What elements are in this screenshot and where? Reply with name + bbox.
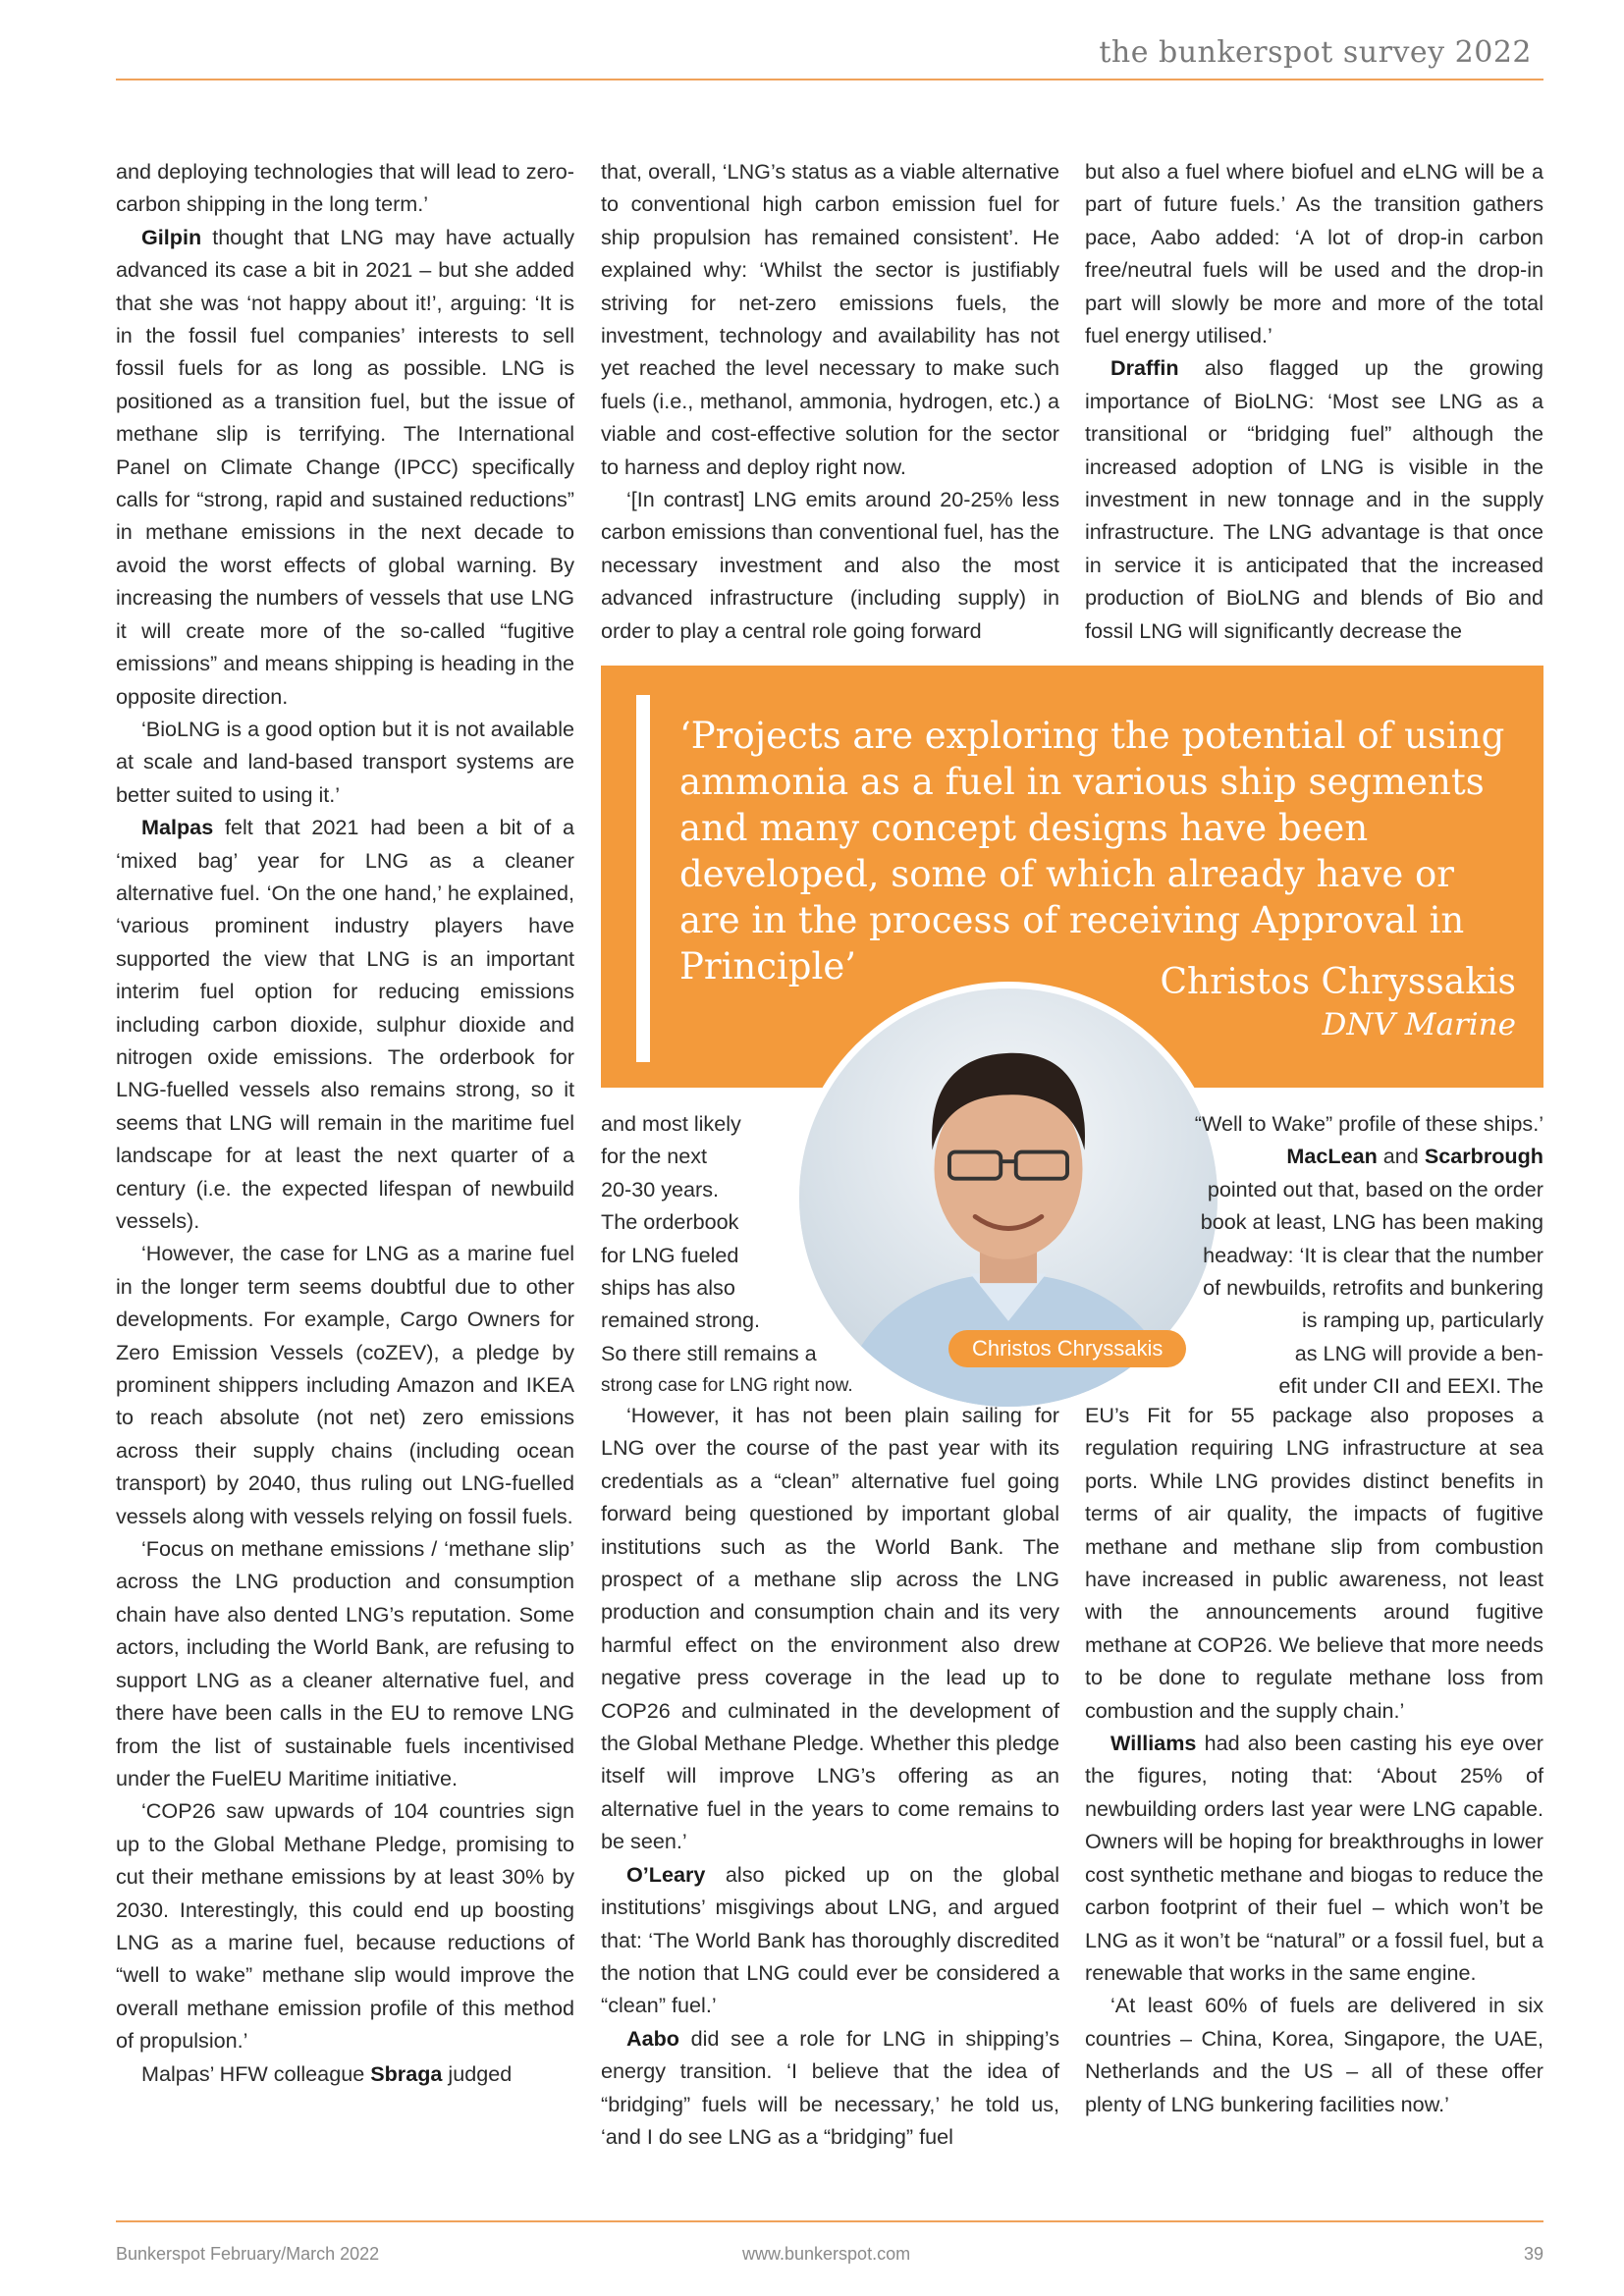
speaker-name: Malpas xyxy=(141,815,214,840)
paragraph: ‘However, it has not been plain sailing for LNG over the course of the past year with its credentials as a “clean” alternative fuel going forward being questioned by important global institutions such as the World Bank. The prospect of a methane slip across the LNG production and consumption chain and its very harmful effect on the environment also drew negative press coverage in the lead up to COP26 and culminated in the development of the Global Methane Pledge. Whether this pledge itself will improve LNG’s offering as an alternative fuel in the years to come remains to be seen.’ xyxy=(601,1403,1059,1854)
speaker-name: Scarbrough xyxy=(1424,1144,1543,1169)
paragraph: Williams had also been casting his eye over the figures, noting that: ‘About 25% of newbuilding orders last year were LNG capable. Owners will be hoping for breakthroughs in lower cost synthetic methane and biogas to reduce the carbon footprint of their fuel – which won’t be LNG as it won’t be “natural” or a fossil fuel, but a renewable that works in the same engine. xyxy=(1085,1731,1543,1985)
quote-bar xyxy=(636,695,650,1062)
text-line: ships has also xyxy=(601,1275,735,1301)
text-line: MacLean and Scarbrough xyxy=(1286,1144,1543,1169)
column-2-top xyxy=(601,155,1059,646)
text-line: efit under CII and EEXI. The xyxy=(1278,1373,1543,1399)
paragraph: Malpas’ HFW colleague Sbraga judged xyxy=(141,2060,513,2086)
pull-quote-organization: DNV Marine xyxy=(1322,1007,1516,1042)
text-line: is ramping up, particularly xyxy=(1301,1308,1543,1333)
speaker-name: O’Leary xyxy=(626,1861,706,1887)
pull-quote-author: Christos Chryssakis xyxy=(1160,962,1516,1002)
speaker-name: Gilpin xyxy=(141,224,202,249)
text-line: The orderbook xyxy=(601,1209,739,1235)
text-line: strong case for LNG right now. xyxy=(601,1375,853,1397)
text-line: 20-30 years. xyxy=(601,1176,720,1201)
paragraph: ‘At least 60% of fuels are delivered in six countries – China, Korea, Singapore, the UAE, Netherlands and the US – all of these offer plenty of LNG bunkering facilities now.’ xyxy=(1085,1993,1543,2116)
paragraph: ‘[In contrast] LNG emits around 20-25% less carbon emissions than conventional fuel, has the necessary investment and also the most advanced infrastructure (including supply) in order to play a central role going forward xyxy=(601,487,1059,643)
speaker-name: Draffin xyxy=(1110,355,1179,381)
footer-rule xyxy=(116,2220,1543,2222)
footer-publication: Bunkerspot February/March 2022 xyxy=(116,2244,380,2264)
paragraph: EU’s Fit for 55 package also proposes a regulation requiring LNG infrastructure at sea ports. While LNG provides distinct benefits in terms of air quality, the impacts of fugitive methane and methane slip from combustion have increased in public awareness, not least with the announcements around fugitive methane at COP26. We believe that more needs to be done to regulate methane loss from combustion and the supply chain.’ xyxy=(1085,1403,1543,1723)
column-3-bottom xyxy=(1085,1399,1543,2145)
text-line: “Well to Wake” profile of these ships.’ xyxy=(1194,1111,1543,1136)
page-number: 39 xyxy=(1523,2244,1543,2264)
speaker-name: Williams xyxy=(1110,1731,1197,1756)
paragraph: Gilpin thought that LNG may have actually advanced its case a bit in 2021 – but she added that she was ‘not happy about it!’, arguing: ‘It is in the fossil fuel companies’ interests to sell fossil fuels for as long as possible. LNG is positioned as a transition fuel, but the issue of methane slip is terrifying. The International Panel on Climate Change (IPCC) specifically calls for “strong, rapid and sustained reductions” in methane emissions in the next decade to avoid the worst effects of global warning. By increasing the numbers of vessels that use LNG it will create more of the so-called “fugitive emissions” and means shipping is heading in the opposite direction. xyxy=(116,224,574,709)
speaker-name: Aabo xyxy=(626,2025,679,2051)
pull-quote-text: ‘Projects are exploring the potential of using ammonia as a fuel in various ship segments and many concept designs have been developed, some of which already have or are in the process of receiving Approval in Principle’ xyxy=(679,715,1505,988)
paragraph: that, overall, ‘LNG’s status as a viable alternative to conventional high carbon emission fuel for ship propulsion has remained consistent’. He explained why: ‘Whilst the sector is justifiably striving for net-zero emissions fuels, the investment, technology and availability has not yet reached the level necessary to make such fuels (i.e., methanol, ammonia, hydrogen, etc.) a viable and cost-effective solution for the sector to harness and deploy right now. xyxy=(601,159,1059,479)
text-line: headway: ‘It is clear that the number xyxy=(1203,1242,1543,1267)
text-line: as LNG will provide a ben- xyxy=(1294,1340,1543,1365)
column-1 xyxy=(116,155,574,2138)
paragraph: ‘Focus on methane emissions / ‘methane slip’ across the LNG production and consumption chain have also dented LNG’s reputation. Some actors, including the World Bank, are refusing to support LNG as a cleaner alternative fuel, and there have been calls in the EU to remove LNG from the list of sustainable fuels incentivised under the FuelEU Maritime initiative. xyxy=(116,1536,574,1790)
text-line: for LNG fueled xyxy=(601,1242,739,1267)
footer-website: www.bunkerspot.com xyxy=(742,2244,911,2264)
text-line: of newbuilds, retrofits and bunkering xyxy=(1203,1275,1543,1301)
wrap-text-right xyxy=(1129,1107,1543,1403)
text-line: and most likely xyxy=(601,1111,741,1136)
paragraph: ‘However, the case for LNG as a marine fuel in the longer term seems doubtful due to other developments. For example, Cargo Owners for Zero Emission Vessels (coZEV), a pledge by prominent shippers including Amazon and IKEA to reach absolute (not net) zero emissions across their supply chains (including ocean transport) by 2040, thus ruling out LNG-fuelled vessels along with vessels relying on fossil fuels. xyxy=(116,1241,574,1528)
text-line: remained strong. xyxy=(601,1308,761,1333)
paragraph: ‘BioLNG is a good option but it is not available at scale and land-based transport systems are better suited to using it.’ xyxy=(116,716,574,807)
paragraph: but also a fuel where biofuel and eLNG will be a part of future fuels.’ As the transition gathers pace, Aabo added: ‘A lot of drop-in carbon free/neutral fuels will be used and the drop-in part will slowly be more and more of the total fuel energy utilised.’ xyxy=(1085,159,1543,348)
speaker-name: MacLean xyxy=(1286,1144,1378,1169)
paragraph: and deploying technologies that will lead to zero-carbon shipping in the long term.’ xyxy=(116,159,574,217)
column-2-bottom xyxy=(601,1399,1059,2149)
paragraph: Malpas felt that 2021 had been a bit of a ‘mixed bag’ year for LNG as a cleaner alternative fuel. ‘On the one hand,’ he explained, ‘various prominent industry players have supported the view that LNG is an important interim fuel option for reducing emissions including carbon dioxide, sulphur dioxide and nitrogen oxide emissions. The orderbook for LNG-fuelled vessels also remains strong, so it seems that LNG will remain in the maritime fuel landscape for at least the next quarter of a century (i.e. the expected lifespan of newbuild vessels). xyxy=(116,815,574,1233)
column-3-top xyxy=(1085,155,1543,646)
paragraph: Draffin also flagged up the growing importance of BioLNG: ‘Most see LNG as a transitional or “bridging fuel” although the increased adoption of LNG is visible in the investment in new tonnage and in the supply infrastructure. The LNG advantage is that once in service it is anticipated that the increased production of BioLNG and blends of Bio and fossil LNG will significantly decrease the xyxy=(1085,355,1543,643)
text-line: for the next xyxy=(601,1144,708,1169)
photo-caption: Christos Chryssakis xyxy=(948,1330,1186,1367)
paragraph: O’Leary also picked up on the global institutions’ misgivings about LNG, and argued that: ‘The World Bank has thoroughly discredited the notion that LNG could ever be considered a “clean” fuel.’ xyxy=(601,1861,1059,2018)
paragraph: Aabo did see a role for LNG in shipping’s energy transition. ‘I believe that the idea of “bridging” fuels will be necessary,’ he told us, ‘and I do see LNG as a “bridging” fuel xyxy=(601,2025,1059,2149)
speaker-name: Sbraga xyxy=(370,2060,443,2086)
text-line: book at least, LNG has been making xyxy=(1200,1209,1543,1235)
text-line: So there still remains a xyxy=(601,1340,817,1365)
wrap-text-left xyxy=(601,1107,853,1403)
header-rule xyxy=(116,79,1543,80)
page-header-title: the bunkerspot survey 2022 xyxy=(1099,35,1532,70)
paragraph: ‘COP26 saw upwards of 104 countries sign up to the Global Methane Pledge, promising to cut their methane emissions by at least 30% by 2030. Interestingly, this could end up boosting LNG as a marine fuel, because reductions of “well to wake” methane slip would improve the overall methane emission profile of this method of propulsion.’ xyxy=(116,1798,574,2054)
text-line: pointed out that, based on the order xyxy=(1207,1176,1543,1201)
